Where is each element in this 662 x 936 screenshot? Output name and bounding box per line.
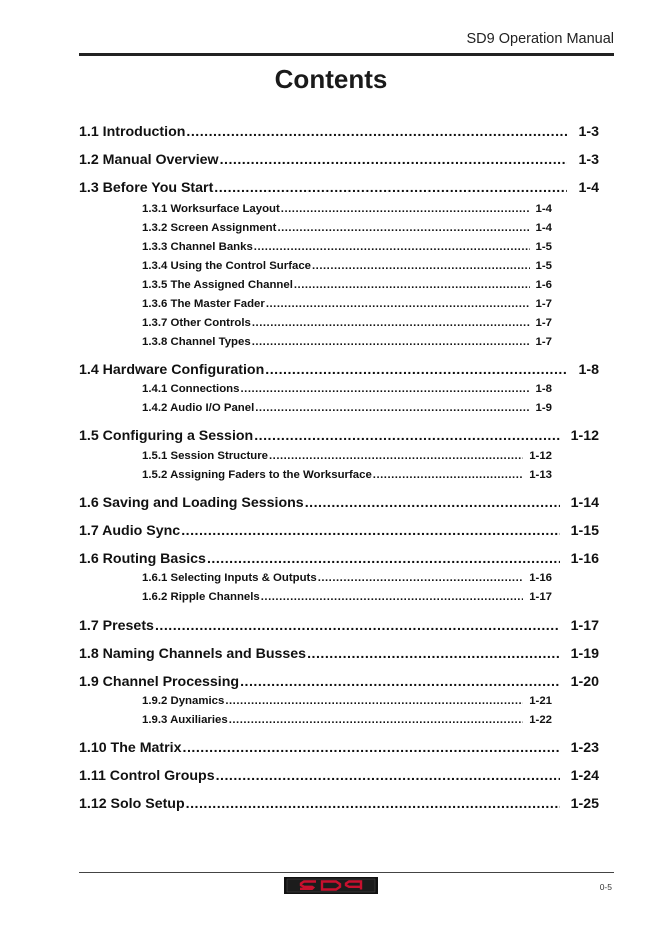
toc-entry-title: 1.7 Presets — [79, 618, 154, 634]
leader-dots — [207, 551, 560, 567]
toc-entry[interactable] — [79, 362, 599, 378]
sd9-logo — [284, 877, 378, 894]
toc-entry-title: 1.3.7 Other Controls — [142, 317, 251, 329]
toc-subentry[interactable] — [142, 695, 552, 707]
leader-dots — [155, 618, 560, 634]
toc-entry-page: 1-23 — [570, 740, 599, 756]
toc-subentry[interactable] — [142, 572, 552, 584]
page-number: 0-5 — [599, 882, 612, 892]
leader-dots — [216, 768, 560, 784]
toc-entry-page: 1-5 — [535, 241, 552, 253]
leader-dots — [252, 317, 530, 329]
toc-subentry[interactable] — [142, 450, 552, 462]
toc-entry-title: 1.9 Channel Processing — [79, 674, 240, 690]
toc-entry[interactable] — [79, 523, 599, 539]
toc-entry-page: 1-17 — [570, 618, 599, 634]
toc-entry-page: 1-24 — [570, 768, 599, 784]
toc-entry-title: 1.3.5 The Assigned Channel — [142, 279, 293, 291]
toc-entry-page: 1-25 — [570, 796, 599, 812]
leader-dots — [266, 298, 530, 310]
leader-dots — [240, 674, 560, 690]
leader-dots — [312, 260, 530, 272]
leader-dots — [229, 714, 523, 726]
leader-dots — [186, 796, 560, 812]
footer-rule — [79, 872, 614, 873]
header-rule — [79, 53, 614, 56]
toc-entry-title: 1.4.1 Connections — [142, 383, 240, 395]
toc-entry[interactable] — [79, 180, 599, 196]
toc-entry-page: 1-19 — [570, 646, 599, 662]
leader-dots — [181, 523, 559, 539]
leader-dots — [214, 180, 567, 196]
toc-entry-page: 1-16 — [570, 551, 599, 567]
toc-entry-page: 1-14 — [570, 495, 599, 511]
toc-entry-title: 1.2 Manual Overview — [79, 152, 219, 168]
toc-subentry[interactable] — [142, 203, 552, 215]
leader-dots — [225, 695, 523, 707]
toc-entry[interactable] — [79, 740, 599, 756]
leader-dots — [269, 450, 523, 462]
toc-entry[interactable] — [79, 646, 599, 662]
toc-entry-page: 1-13 — [529, 469, 552, 481]
toc-entry-page: 1-4 — [535, 203, 552, 215]
toc-entry-title: 1.10 The Matrix — [79, 740, 182, 756]
leader-dots — [305, 495, 560, 511]
toc-entry-page: 1-20 — [570, 674, 599, 690]
toc-entry-page: 1-5 — [535, 260, 552, 272]
toc-entry[interactable] — [79, 618, 599, 634]
toc-entry-page: 1-12 — [570, 428, 599, 444]
toc-entry-title: 1.7 Audio Sync — [79, 523, 181, 539]
toc-entry-title: 1.5.2 Assigning Faders to the Worksurface — [142, 469, 372, 481]
toc-entry-page: 1-6 — [535, 279, 552, 291]
toc-entry-title: 1.3.1 Worksurface Layout — [142, 203, 280, 215]
toc-entry-page: 1-7 — [535, 336, 552, 348]
toc-entry-page: 1-15 — [570, 523, 599, 539]
toc-entry[interactable] — [79, 495, 599, 511]
toc-subentry[interactable] — [142, 469, 552, 481]
toc-entry-title: 1.12 Solo Setup — [79, 796, 185, 812]
toc-entry-title: 1.3.6 The Master Fader — [142, 298, 265, 310]
toc-entry-page: 1-16 — [529, 572, 552, 584]
toc-entry-page: 1-17 — [529, 591, 552, 603]
toc-subentry[interactable] — [142, 260, 552, 272]
toc-entry[interactable] — [79, 551, 599, 567]
toc-entry-title: 1.9.3 Auxiliaries — [142, 714, 228, 726]
leader-dots — [373, 469, 523, 481]
toc-subentry[interactable] — [142, 279, 552, 291]
toc-entry-page: 1-22 — [529, 714, 552, 726]
leader-dots — [281, 203, 530, 215]
toc-subentry[interactable] — [142, 714, 552, 726]
toc-entry-page: 1-8 — [535, 383, 552, 395]
toc-subentry[interactable] — [142, 317, 552, 329]
toc-entry[interactable] — [79, 428, 599, 444]
toc-subentry[interactable] — [142, 402, 552, 414]
leader-dots — [318, 572, 524, 584]
toc-entry-title: 1.6.2 Ripple Channels — [142, 591, 260, 603]
toc-entry-title: 1.4.2 Audio I/O Panel — [142, 402, 255, 414]
toc-entry-page: 1-4 — [535, 222, 552, 234]
toc-entry-title: 1.6 Saving and Loading Sessions — [79, 495, 304, 511]
toc-entry-title: 1.3 Before You Start — [79, 180, 214, 196]
toc-entry[interactable] — [79, 674, 599, 690]
leader-dots — [252, 336, 530, 348]
toc-entry-title: 1.9.2 Dynamics — [142, 695, 225, 707]
toc-subentry[interactable] — [142, 241, 552, 253]
toc-subentry[interactable] — [142, 298, 552, 310]
toc-entry-title: 1.5.1 Session Structure — [142, 450, 268, 462]
running-header: SD9 Operation Manual — [466, 31, 614, 47]
toc-entry-page: 1-8 — [578, 362, 599, 378]
leader-dots — [307, 646, 560, 662]
toc-entry-page: 1-3 — [578, 152, 599, 168]
toc-entry[interactable] — [79, 152, 599, 168]
toc-entry-page: 1-7 — [535, 298, 552, 310]
toc-subentry[interactable] — [142, 591, 552, 603]
leader-dots — [261, 591, 523, 603]
leader-dots — [183, 740, 560, 756]
leader-dots — [240, 383, 529, 395]
toc-entry[interactable] — [79, 796, 599, 812]
toc-entry-title: 1.3.2 Screen Assignment — [142, 222, 277, 234]
toc-subentry[interactable] — [142, 222, 552, 234]
toc-entry-page: 1-9 — [535, 402, 552, 414]
leader-dots — [186, 124, 567, 140]
toc-entry-page: 1-3 — [578, 124, 599, 140]
toc-subentry[interactable] — [142, 336, 552, 348]
leader-dots — [254, 241, 530, 253]
toc-entry[interactable] — [79, 768, 599, 784]
toc-entry-page: 1-21 — [529, 695, 552, 707]
leader-dots — [294, 279, 530, 291]
leader-dots — [277, 222, 529, 234]
toc-entry-title: 1.5 Configuring a Session — [79, 428, 254, 444]
toc-entry-page: 1-4 — [578, 180, 599, 196]
toc-entry-page: 1-12 — [529, 450, 552, 462]
toc-entry-title: 1.8 Naming Channels and Busses — [79, 646, 307, 662]
leader-dots — [255, 402, 529, 414]
toc-entry-title: 1.3.8 Channel Types — [142, 336, 251, 348]
toc-entry[interactable] — [79, 124, 599, 140]
toc-entry-title: 1.4 Hardware Configuration — [79, 362, 265, 378]
leader-dots — [254, 428, 559, 444]
page-title: Contents — [274, 64, 388, 94]
toc-entry-title: 1.11 Control Groups — [79, 768, 215, 784]
toc-entry-title: 1.6 Routing Basics — [79, 551, 206, 567]
toc-subentry[interactable] — [142, 383, 552, 395]
leader-dots — [265, 362, 567, 378]
toc-entry-title: 1.3.4 Using the Control Surface — [142, 260, 311, 272]
toc-entry-title: 1.1 Introduction — [79, 124, 186, 140]
toc-entry-page: 1-7 — [535, 317, 552, 329]
toc-entry-title: 1.6.1 Selecting Inputs & Outputs — [142, 572, 317, 584]
toc-entry-title: 1.3.3 Channel Banks — [142, 241, 253, 253]
leader-dots — [220, 152, 568, 168]
